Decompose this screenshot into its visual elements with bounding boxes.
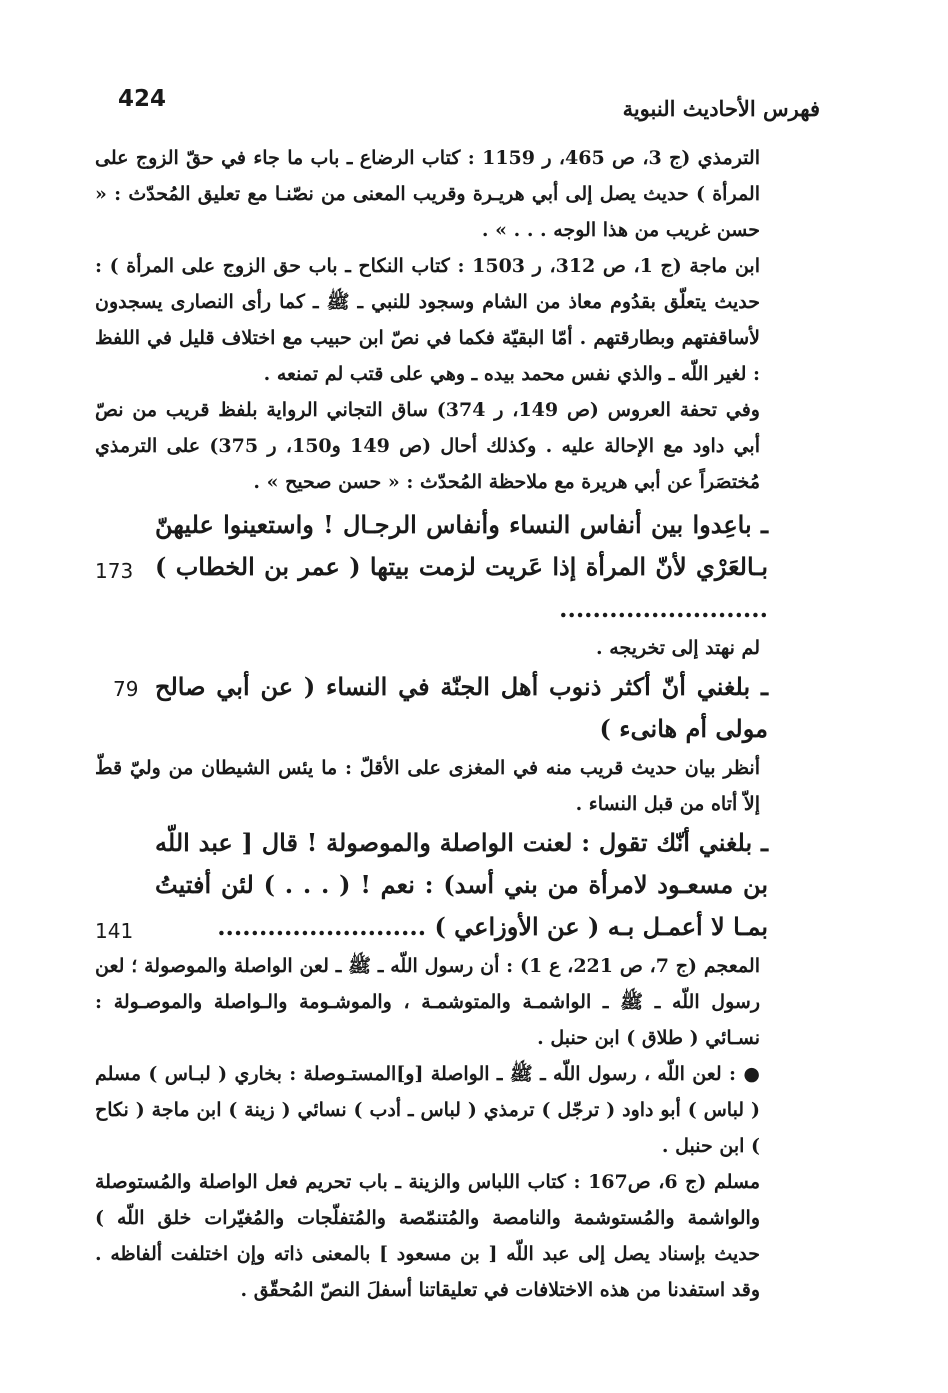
page-reference: 141 bbox=[95, 919, 134, 943]
page-content bbox=[95, 140, 768, 1308]
hadith-entry bbox=[95, 822, 768, 948]
hadith-text: ـ بلغني أنّ أكثر ذنوب أهل الجنّة في النساء ( عن أبي صالح مولى أم هانىء ) bbox=[155, 672, 768, 743]
note-text: ● : لعن اللّه ، رسول اللّه ـ ﷺ ـ الواصلة [و]المستـوصلة : بخاري ( لبـاس ) مسلم ( لباس ) أبو داود ( ترجّل ) ترمذي ( لباس ـ أدب ) نسائي ( زينة ) ابن ماجة ( نكاح ) ابن حنبل . bbox=[95, 1063, 760, 1157]
hadith-entry bbox=[95, 666, 768, 750]
hadith-text: ـ باعِدوا بين أنفاس النساء وأنفاس الرجـال ! واستعينوا عليهنّ بـالعَرْي لأنّ المرأة إذا عَريت لزمت بيتها ( عمر بن الخطاب ) ......................... bbox=[155, 510, 768, 623]
footnote-tirmidhi bbox=[95, 140, 760, 248]
footnote-concordance bbox=[95, 1056, 760, 1164]
running-header-title: فهرس الأحاديث النبوية bbox=[622, 96, 820, 121]
page-number: 424 bbox=[118, 86, 167, 112]
page-reference: 173 bbox=[95, 559, 134, 583]
note-text: لم نهتد إلى تخريجه . bbox=[596, 637, 760, 659]
footnote-maghza bbox=[95, 750, 760, 822]
footnote-ibn-majah bbox=[95, 248, 760, 392]
hadith-text: ـ بلغني أنّك تقول : لعنت الواصلة والموصولة ! قال [ عبد اللّه بن مسعـود لامرأة من بني أسد) : نعم ! ( . . . ) لئن أفتيتُ بمـا لا أعمـل بـه ( عن الأوزاعي ) ......................... bbox=[155, 828, 768, 941]
footnote-not-found bbox=[95, 630, 760, 666]
footnote-mujam bbox=[95, 948, 760, 1056]
footnote-muslim bbox=[95, 1164, 760, 1308]
footnote-tuhfat-al-arus bbox=[95, 392, 760, 500]
note-text: وفي تحفة العروس (ص 149، ر 374) ساق التجاني الرواية بلفظ قريب من نصّ أبي داود مع الإحالة عليه . وكذلك أحال (ص 149 و150، ر 375) على الترمذي مُختصَراً عن أبي هريرة مع ملاحظة المُحدّث : « حسن صحيح » . bbox=[95, 399, 760, 493]
note-text: مسلم (ج 6، ص167 : كتاب اللباس والزينة ـ باب تحريم فعل الواصلة والمُستوصلة والواشمة والمُستوشمة والنامصة والمُتنمّصة والمُتفلّجات والمُغيّرات خلق اللّه ) حديث بإسناد يصل إلى عبد اللّه [ بن مسعود ] بالمعنى ذاته وإن اختلفت ألفاظه . وقد استفدنا من هذه الاختلافات في تعليقاتنا أسفلَ النصّ المُحقّق . bbox=[95, 1171, 761, 1301]
note-text: أنظر بيان حديث قريب منه في المغزى على الأقلّ : ما يئس الشيطان من وليّ قطّ إلاّ أتاه من قبل النساء . bbox=[95, 757, 761, 815]
note-text: المعجم (ج 7، ص 221، ع 1) : أن رسول اللّه ـ ﷺ ـ لعن الواصلة والموصولة ؛ لعن رسول اللّه ـ ﷺ ـ الواشمـة والمتوشمـة ، والموشـومة والـواصلة والموصـولة : نسـائي ( طلاق ) ابن حنبل . bbox=[95, 955, 760, 1049]
page-reference: 79 bbox=[113, 677, 139, 701]
note-text: الترمذي (ج 3، ص 465، ر 1159 : كتاب الرضاع ـ باب ما جاء في حقّ الزوج على المرأة ) حديث يصل إلى أبي هريـرة وقريب المعنى من نصّنـا مع تعليق المُحدّث : « حسن غريب من هذا الوجه . . . » . bbox=[95, 147, 760, 241]
note-text: ابن ماجة (ج 1، ص 312، ر 1503 : كتاب النكاح ـ باب حق الزوج على المرأة ) : حديث يتعلّق بقدُوم معاذ من الشام وسجود للنبي ـ ﷺ ـ كما رأى النصارى يسجدون لأساقفتهم وبطارقتهم . أمّا البقيّة فكما في نصّ ابن حبيب مع اختلاف قليل في اللفظ : لغير اللّه ـ والذي نفس محمد بيده ـ وهي على قتب لم تمنعه . bbox=[95, 255, 760, 385]
hadith-entry bbox=[95, 504, 768, 630]
